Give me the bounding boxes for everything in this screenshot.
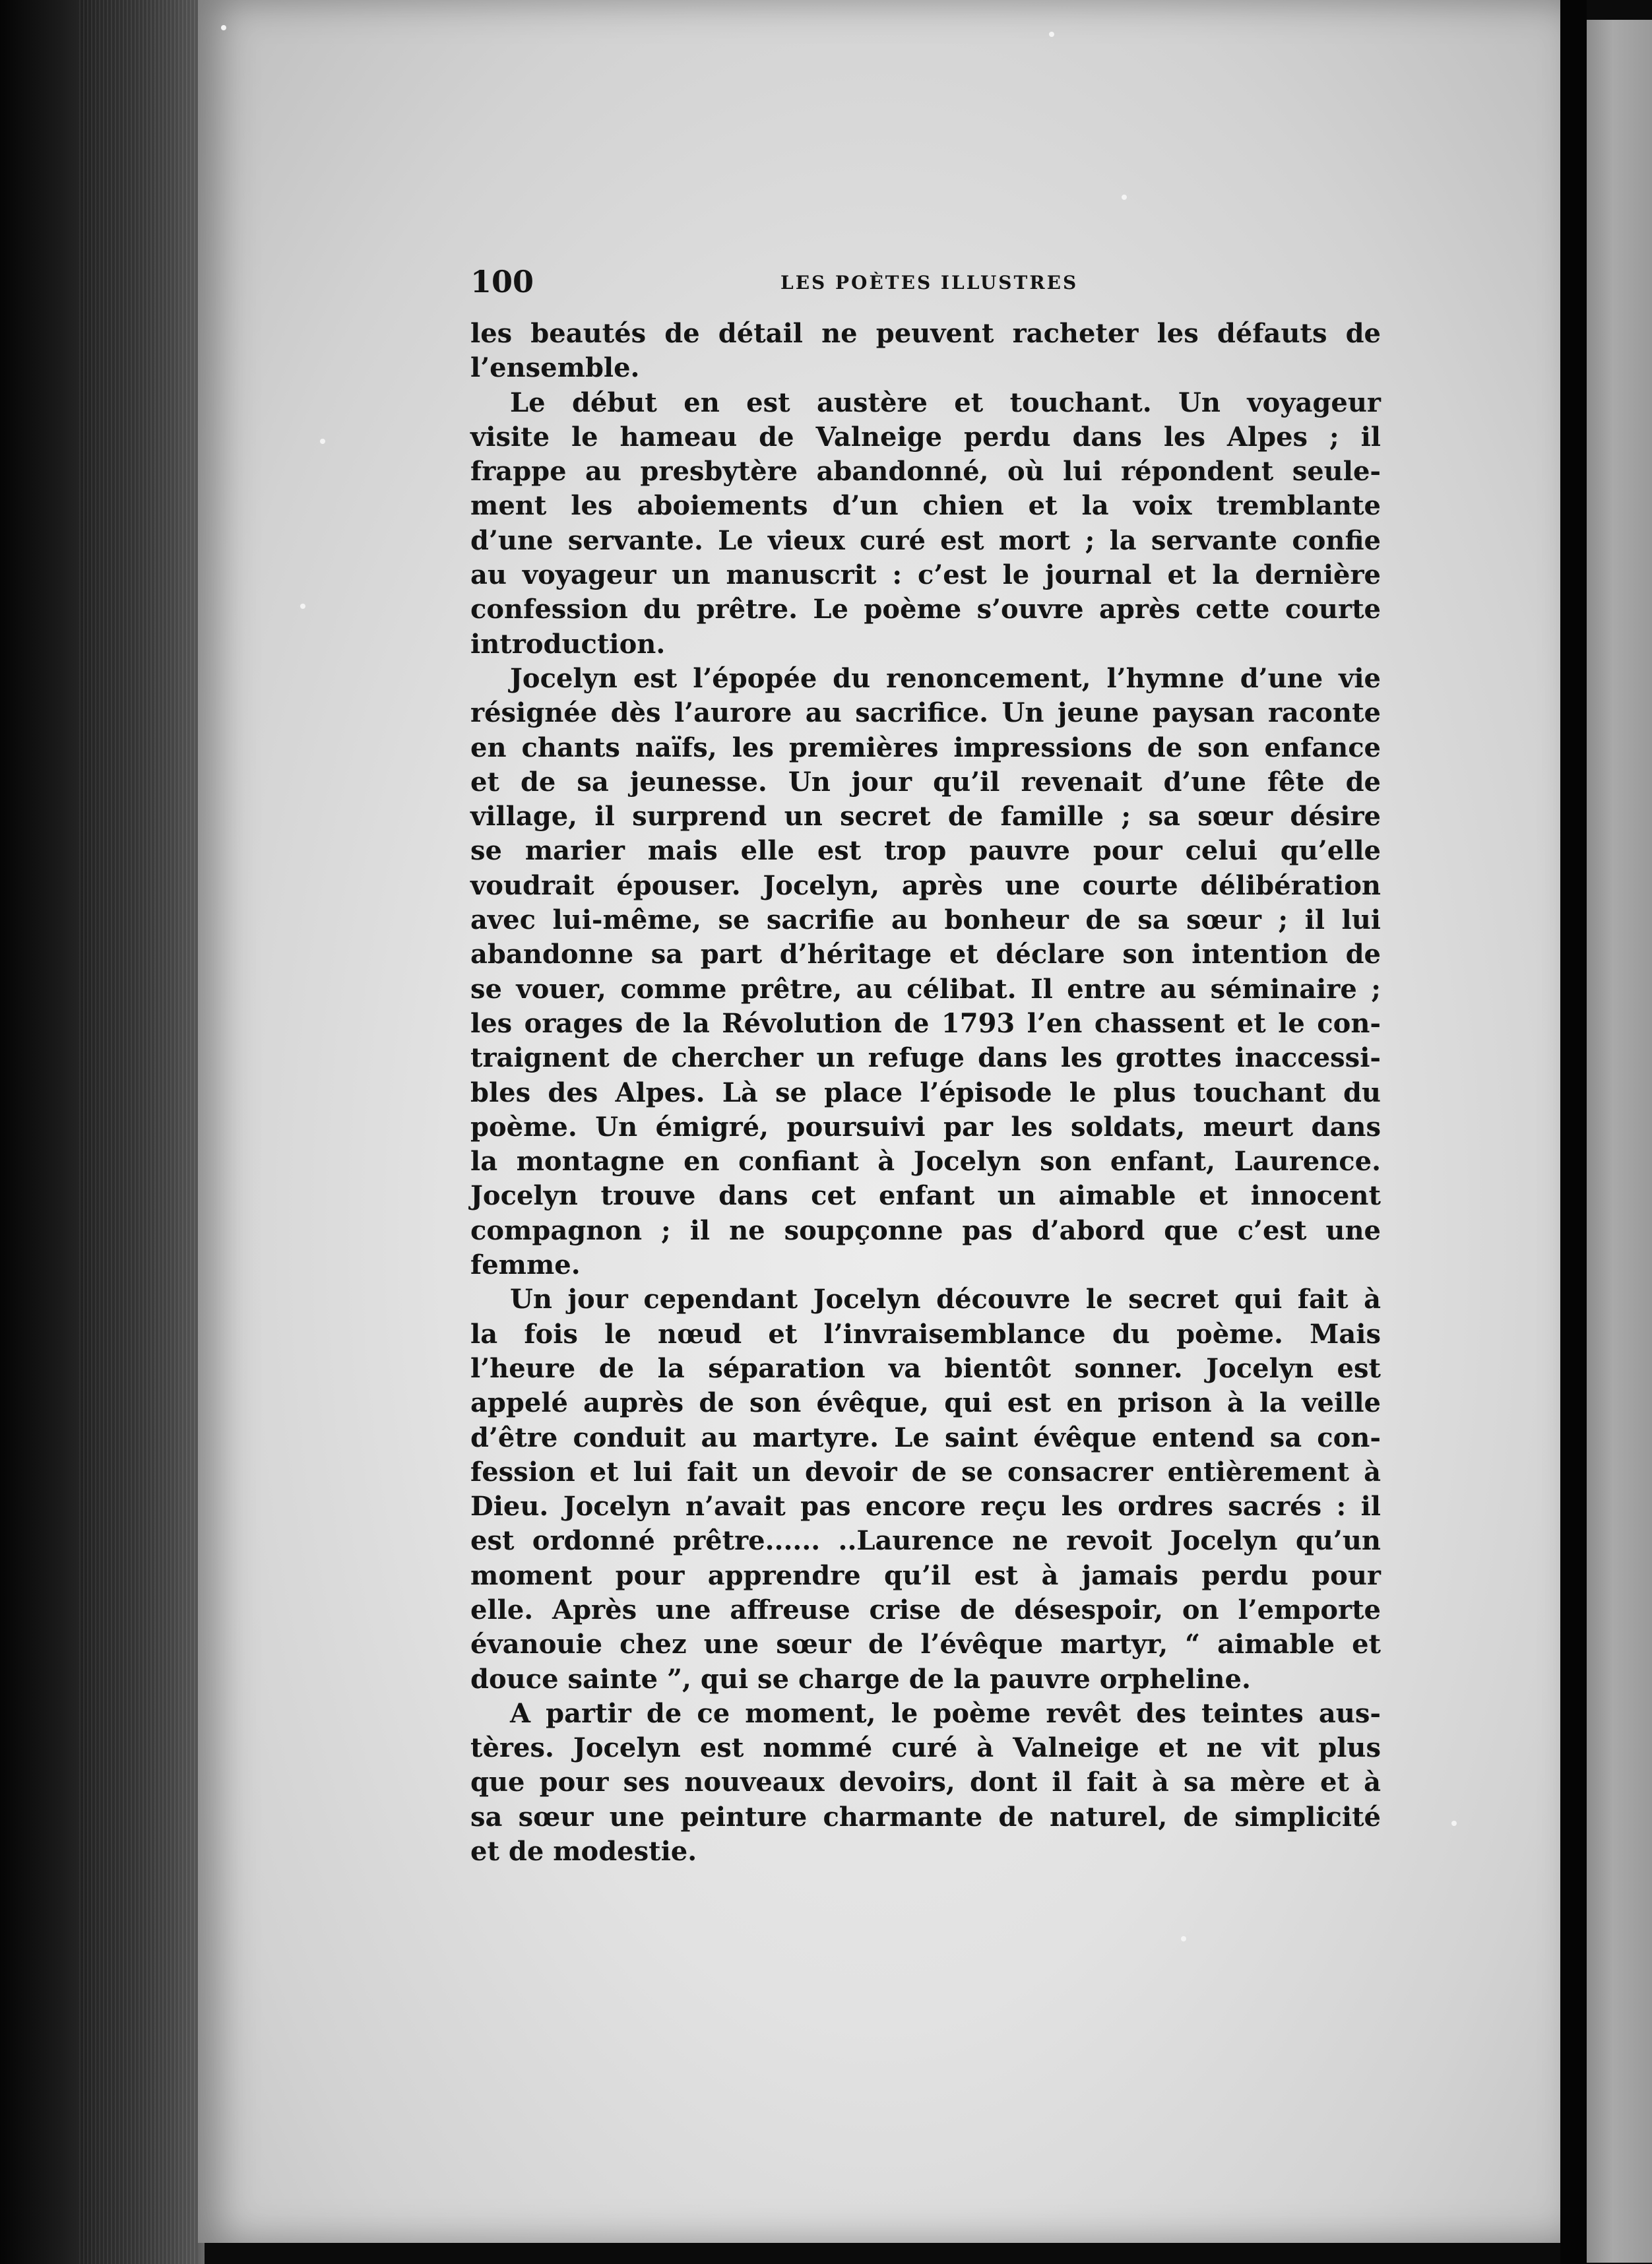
text-line: que pour ses nouveaux devoirs, dont il fait à sa mère et à [470, 1767, 1381, 1798]
text-line: abandonne sa part d’héritage et déclare son intention de [470, 939, 1381, 970]
text-line: sa sœur une peinture charmante de naturel, de simplicité [470, 1801, 1381, 1833]
text-line: introduction. [470, 628, 666, 660]
scan-speck [320, 439, 325, 444]
text-line: résignée dès l’aurore au sacrifice. Un jeune paysan raconte [470, 697, 1381, 729]
text-line: l’ensemble. [470, 352, 640, 384]
text-line: ment les aboiements d’un chien et la voix tremblante [470, 490, 1381, 522]
running-title: LES POÈTES ILLUSTRES [780, 272, 1079, 294]
scan-speck [1181, 1936, 1186, 1941]
text-line: voudrait épouser. Jocelyn, après une courte délibération [470, 869, 1381, 901]
text-line: fession et lui fait un devoir de se consacrer entièrement à [470, 1456, 1381, 1488]
text-line: tères. Jocelyn est nommé curé à Valneige et ne vit plus [470, 1732, 1381, 1764]
text-line: traignent de chercher un refuge dans les grottes inaccessi- [470, 1042, 1381, 1074]
text-line: l’heure de la séparation va bientôt sonner. Jocelyn est [470, 1352, 1381, 1384]
book-gutter [1560, 0, 1587, 2264]
text-line: est ordonné prêtre...... ..Laurence ne revoit Jocelyn qu’un [470, 1525, 1381, 1557]
scan-speck [1049, 32, 1054, 37]
text-line: compagnon ; il ne soupçonne pas d’abord que c’est une [470, 1214, 1381, 1246]
facing-page-edge [1587, 20, 1652, 2263]
text-line: la montagne en confiant à Jocelyn son enfant, Laurence. [470, 1146, 1381, 1178]
text-line: confession du prêtre. Le poème s’ouvre après cette courte [470, 594, 1381, 625]
page-number: 100 [470, 264, 534, 299]
page-text [470, 264, 1381, 1869]
scan-speck [300, 604, 305, 609]
text-line: Dieu. Jocelyn n’avait pas encore reçu les ordres sacrés : il [470, 1491, 1381, 1523]
scan-speck [1451, 1821, 1457, 1826]
text-line: appelé auprès de son évêque, qui est en prison à la veille [470, 1387, 1381, 1419]
text-line: en chants naïfs, les premières impressions de son enfance [470, 732, 1381, 763]
text-line: Le début en est austère et touchant. Un voyageur [510, 387, 1381, 418]
text-line: au voyageur un manuscrit : c’est le journal et la dernière [470, 559, 1381, 591]
text-line: d’être conduit au martyre. Le saint évêque entend sa con- [470, 1422, 1381, 1453]
text-line: la fois le nœud et l’invraisemblance du poème. Mais [470, 1318, 1381, 1350]
text-line: avec lui-même, se sacrifie au bonheur de sa sœur ; il lui [470, 904, 1381, 936]
text-line: visite le hameau de Valneige perdu dans les Alpes ; il [470, 421, 1381, 453]
text-line: et de modestie. [470, 1836, 697, 1868]
text-line: se vouer, comme prêtre, au célibat. Il entre au séminaire ; [470, 973, 1381, 1005]
text-line: A partir de ce moment, le poème revêt des teintes aus- [510, 1697, 1381, 1729]
running-header [470, 264, 1381, 303]
text-line: elle. Après une affreuse crise de désespoir, on l’emporte [470, 1594, 1381, 1625]
text-line: d’une servante. Le vieux curé est mort ; la servante confie [470, 524, 1381, 556]
text-line: moment pour apprendre qu’il est à jamais perdu pour [470, 1559, 1381, 1591]
scan-speck [221, 25, 226, 30]
text-line: Jocelyn est l’épopée du renoncement, l’hymne d’une vie [510, 662, 1381, 694]
text-line: douce sainte ”, qui se charge de la pauvre orpheline. [470, 1663, 1251, 1695]
text-line: poème. Un émigré, poursuivi par les soldats, meurt dans [470, 1111, 1381, 1143]
page-edge-lines [79, 0, 198, 2264]
text-line: et de sa jeunesse. Un jour qu’il revenait d’une fête de [470, 766, 1381, 798]
text-line: bles des Alpes. Là se place l’épisode le plus touchant du [470, 1077, 1381, 1108]
text-line: les orages de la Révolution de 1793 l’en chassent et le con- [470, 1007, 1381, 1039]
text-line: Jocelyn trouve dans cet enfant un aimable et innocent [470, 1180, 1381, 1212]
text-line: frappe au presbytère abandonné, où lui répondent seule- [470, 456, 1381, 487]
text-line: femme. [470, 1249, 581, 1281]
scan-speck [1122, 195, 1127, 200]
text-line: les beautés de détail ne peuvent racheter les défauts de [470, 318, 1381, 349]
text-line: village, il surprend un secret de famille ; sa sœur désire [470, 801, 1381, 833]
text-line: se marier mais elle est trop pauvre pour celui qu’elle [470, 835, 1381, 867]
text-line: évanouie chez une sœur de l’évêque martyr, “ aimable et [470, 1629, 1381, 1660]
text-line: Un jour cependant Jocelyn découvre le secret qui fait à [510, 1284, 1381, 1315]
